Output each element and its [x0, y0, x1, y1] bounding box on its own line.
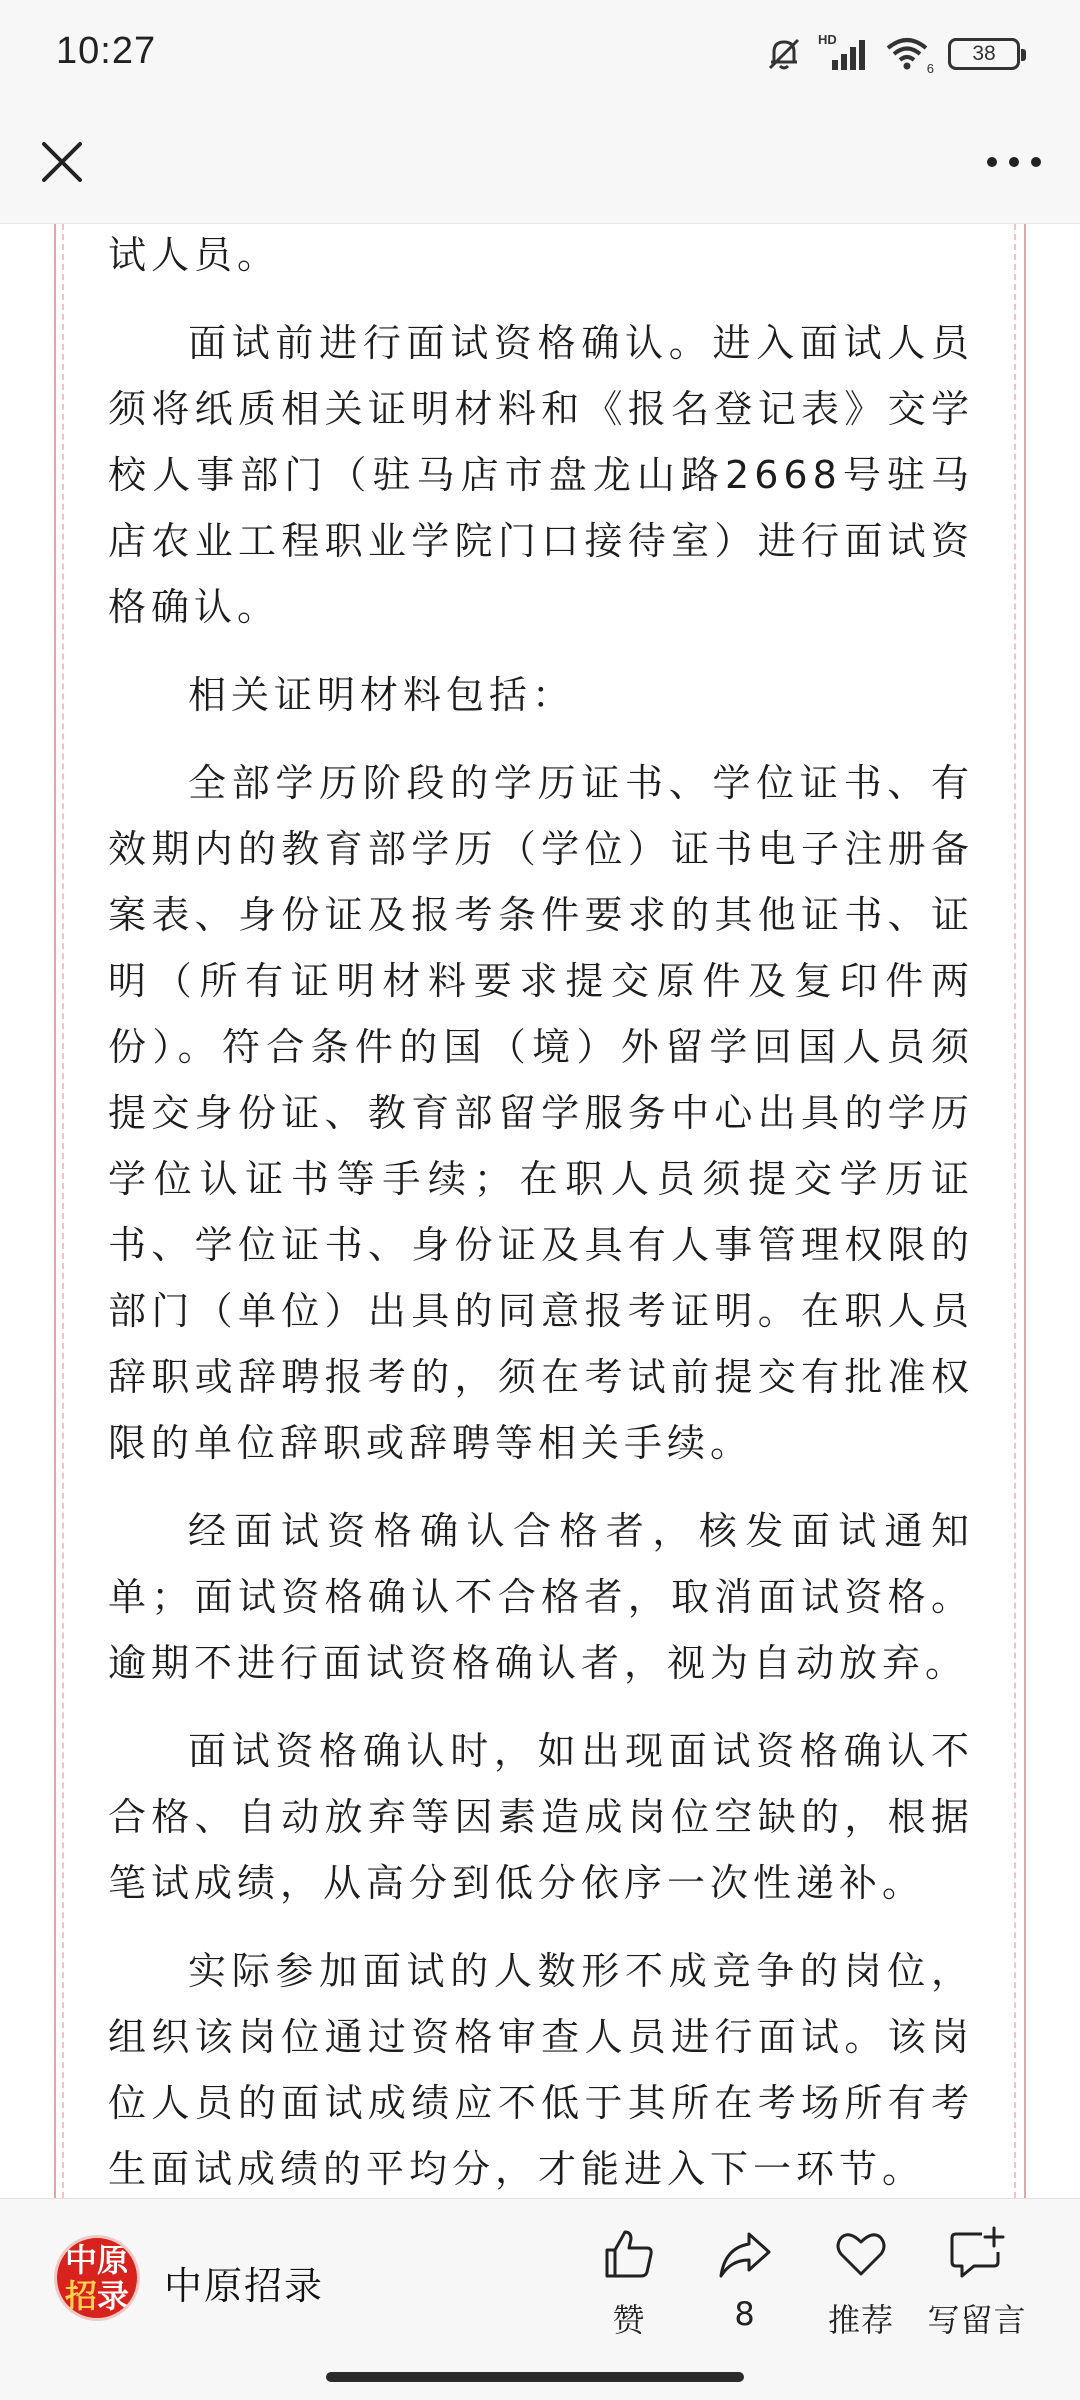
- account-logo[interactable]: [54, 2235, 140, 2321]
- like-button[interactable]: [564, 2225, 694, 2345]
- status-bar: [0, 0, 1080, 100]
- hd-label: HD: [818, 32, 837, 47]
- article-content[interactable]: [0, 224, 1080, 2198]
- logo-row-bottom: [65, 2278, 129, 2314]
- logo-char: 中: [64, 2241, 97, 2279]
- frame-border-right: [1024, 224, 1026, 2198]
- logo-char: 原: [97, 2241, 130, 2279]
- status-icons: [764, 32, 1020, 76]
- paragraph: 经面试资格确认合格者，核发面试通知单；面试资格确认不合格者，取消面试资格。逾期不进行面试资格确认者，视为自动放弃。: [108, 1509, 974, 1685]
- mute-bell-icon: [764, 34, 804, 74]
- status-time: 10:27: [56, 30, 157, 72]
- comment-label: 写留言: [927, 2301, 1027, 2339]
- comment-button[interactable]: [912, 2225, 1042, 2345]
- account-name[interactable]: 中原招录: [164, 2264, 325, 2308]
- paragraph: 面试前进行面试资格确认。进入面试人员须将纸质相关证明材料和《报名登记表》交学校人事部门（驻马店市盘龙山路2668号驻马店农业工程职业学院门口接待室）进行面试资格确认。: [108, 321, 974, 629]
- home-indicator[interactable]: [326, 2372, 744, 2382]
- logo-row-top: [65, 2242, 129, 2278]
- frame-border-left: [54, 224, 56, 2198]
- frame-dash-left: [62, 224, 64, 2198]
- paragraph: 全部学历阶段的学历证书、学位证书、有效期内的教育部学历（学位）证书电子注册备案表、身份证及报考条件要求的其他证书、证明（所有证明材料要求提交原件及复印件两份）。符合条件的国（境）外留学回国人员须提交身份证、教育部留学服务中心出具的学历学位认证书等手续；在职人员须提交学历证书、学位证书、身份证及具有人事管理权限的部门（单位）出具的同意报考证明。在职人员辞职或辞聘报考的，须在考试前提交有批准权限的单位辞职或辞聘等相关手续。: [108, 761, 974, 1465]
- close-icon: [40, 140, 84, 184]
- share-arrow-icon: [716, 2225, 774, 2283]
- battery-level: 38: [972, 42, 996, 65]
- paragraph: 面试资格确认时，如出现面试资格确认不合格、自动放弃等因素造成岗位空缺的，根据笔试成绩，从高分到低分依序一次性递补。: [108, 1729, 974, 1905]
- frame-dash-right: [1014, 224, 1016, 2198]
- comment-add-icon: [948, 2225, 1006, 2283]
- close-button[interactable]: [30, 130, 94, 194]
- logo-char: 招: [64, 2277, 97, 2315]
- share-count: 8: [734, 2295, 756, 2333]
- like-label: 赞: [612, 2301, 646, 2339]
- logo-char: 录: [97, 2277, 130, 2315]
- signal-icon: [818, 34, 870, 74]
- paragraph: 实际参加面试的人数形不成竞争的岗位，组织该岗位通过资格审查人员进行面试。该岗位人员的面试成绩应不低于其所在考场所有考生面试成绩的平均分，才能进入下一环节。: [108, 1949, 974, 2191]
- paragraph: 相关证明材料包括：: [188, 673, 576, 717]
- bottom-bar: [0, 2198, 1080, 2400]
- recommend-label: 推荐: [827, 2301, 894, 2339]
- wifi-icon: [884, 34, 934, 74]
- paragraph: 试人员。: [108, 233, 281, 277]
- battery-icon: [948, 38, 1020, 70]
- recommend-button[interactable]: [796, 2225, 926, 2345]
- wifi-sub-label: 6: [926, 61, 934, 76]
- share-button[interactable]: [680, 2225, 810, 2345]
- heart-icon: [832, 2225, 890, 2283]
- article-body: [108, 224, 974, 2198]
- top-nav: [0, 100, 1080, 224]
- more-button[interactable]: [978, 130, 1050, 194]
- more-dots-icon: [984, 154, 1044, 170]
- thumbs-up-icon: [600, 2225, 658, 2283]
